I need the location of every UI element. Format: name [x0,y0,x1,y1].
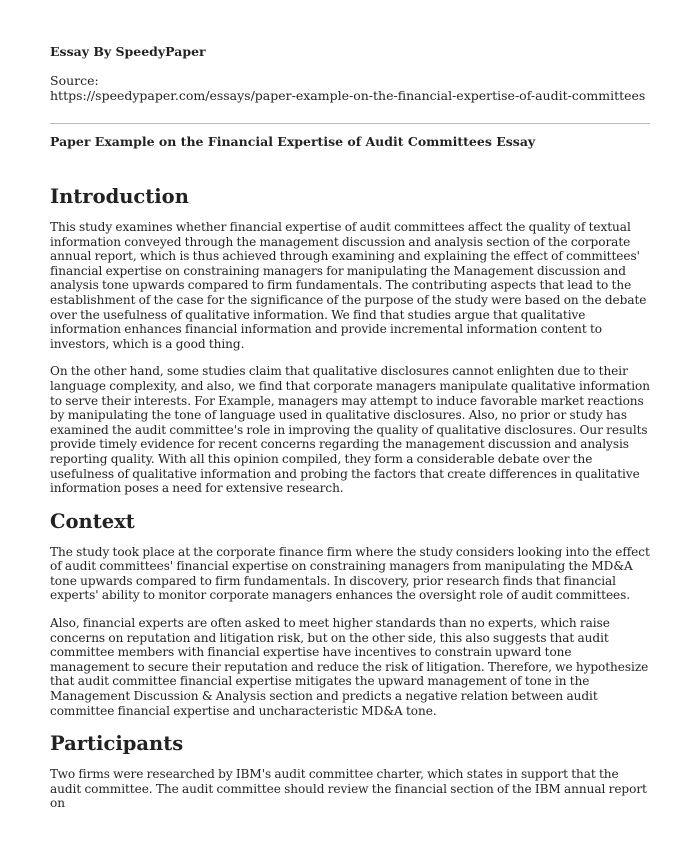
document-title: Paper Example on the Financial Expertise of Audit Committees Essay [50,134,536,149]
header-divider [50,123,650,124]
section-heading: Context [50,509,135,533]
paragraph: Also, financial experts are often asked to meet higher standards than no experts, which raise concerns on reputation and litigation risk, but on the other side, this also suggests that audit committee members with financial expertise have incentives to constrain upward tone management to secure their reputation and reduce the risk of litigation. Therefore, we hypothesize that audit committee financial expertise mitigates the upward management of tone in the Management Discussion & Analysis section and predicts a negative relation between audit committee financial expertise and uncharacteristic MD&A tone. [50,616,649,718]
paragraph: On the other hand, some studies claim that qualitative disclosures cannot enlighten due to their language complexity, and also, we find that corporate managers manipulate qualitative information to serve their interests. For Example, managers may attempt to induce favorable market reactions by manipulating the tone of language used in qualitative disclosures. Also, no prior or study has examined the audit committee's role in improving the quality of qualitative disclosures. Our results provide timely evidence for recent concerns regarding the management discussion and analysis reporting quality. With all this opinion compiled, they form a considerable debate over the usefulness of qualitative information and probing the factors that create differences in qualitative information poses a need for extensive research. [50,364,650,496]
source-url: https://speedypaper.com/essays/paper-example-on-the-financial-expertise-of-audit-committees [50,88,646,103]
paragraph: This study examines whether financial expertise of audit committees affect the quality of textual information conveyed through the management discussion and analysis section of the corporate annual report, which is thus achieved through examining and explaining the effect of committees' financial expertise on constraining managers for manipulating the Management discussion and analysis tone upwards compared to firm fundamentals. The contributing aspects that lead to the establishment of the case for the significance of the purpose of the study were based on the debate over the usefulness of qualitative information. We find that studies argue that qualitative information enhances financial information and provide incremental information content to investors, which is a good thing. [50,220,647,351]
paragraph: The study took place at the corporate finance firm where the study considers looking into the effect of audit committees' financial expertise on constraining managers from manipulating the MD&A tone upwards compared to firm fundamentals. In discovery, prior research finds that financial experts' ability to monitor corporate managers enhances the oversight role of audit committees. [50,544,650,603]
section-introduction [50,184,650,496]
section-context [50,509,650,719]
document-page [50,0,650,850]
section-participants [50,731,650,811]
brand-label: Essay By SpeedyPaper [50,44,206,59]
source-label: Source: [50,73,99,88]
section-heading: Participants [50,732,184,756]
document-body [50,184,650,824]
paragraph: Two firms were researched by IBM's audit committee charter, which states in support that the audit committee. The audit committee should review the financial section of the IBM annual report on [50,767,647,811]
section-heading: Introduction [50,185,189,208]
